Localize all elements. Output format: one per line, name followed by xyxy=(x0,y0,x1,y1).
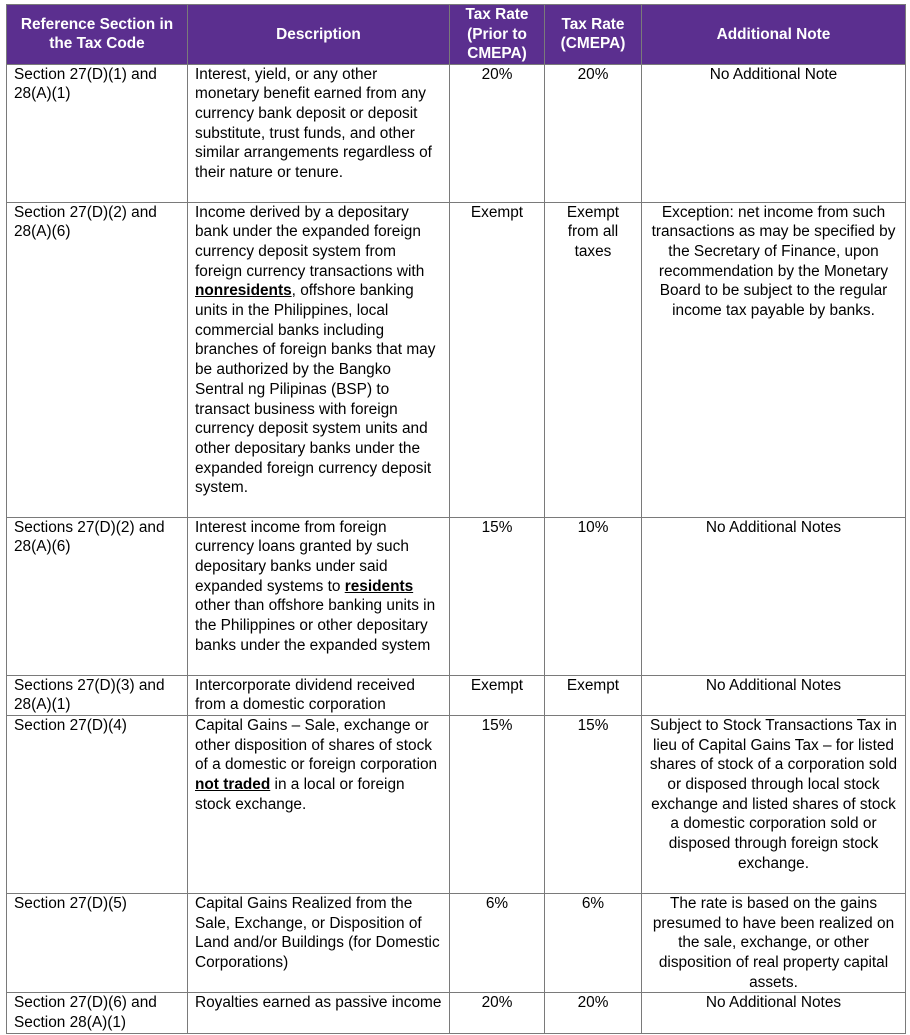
table-row xyxy=(7,64,906,202)
reference-cell: Sections 27(D)(2) and 28(A)(6) xyxy=(7,517,188,675)
cmepa-rate-cell: 20% xyxy=(545,993,642,1033)
prior-rate-cell: 15% xyxy=(450,715,545,893)
description-text: Capital Gains – Sale, exchange or other disposition of shares of stock of a domestic or foreign corporation xyxy=(195,716,438,774)
reference-cell: Section 27(D)(5) xyxy=(7,893,188,993)
table-row xyxy=(7,993,906,1033)
emphasized-term: not traded xyxy=(195,776,271,794)
cmepa-rate-cell: 6% xyxy=(545,893,642,993)
note-cell: Subject to Stock Transactions Tax in lieu of Capital Gains Tax – for listed shares of stock of a corporation sold or disposed through local stock exchange and listed shares of stock a domestic corporation sold or disposed through foreign stock exchange. xyxy=(642,715,906,893)
tax-rate-table xyxy=(6,4,906,1034)
cmepa-rate-cell: 20% xyxy=(545,64,642,202)
description-text: Royalties earned as passive income xyxy=(195,994,442,1012)
description-text: Income derived by a depositary bank under the expanded foreign currency deposit system from foreign currency transactions with xyxy=(195,203,425,280)
description-cell xyxy=(188,202,450,517)
cmepa-rate-cell: 15% xyxy=(545,715,642,893)
description-cell xyxy=(188,64,450,202)
header-description: Description xyxy=(188,5,450,65)
emphasized-term: nonresidents xyxy=(195,282,292,300)
table-row xyxy=(7,517,906,675)
emphasized-term: residents xyxy=(344,577,414,595)
header-tax-rate-prior: Tax Rate (Prior to CMEPA) xyxy=(450,5,545,65)
note-cell: No Additional Notes xyxy=(642,675,906,715)
table-row xyxy=(7,893,906,993)
prior-rate-cell: 15% xyxy=(450,517,545,675)
note-cell: No Additional Note xyxy=(642,64,906,202)
description-text: Interest income from foreign currency loans granted by such depositary banks under said expanded systems to xyxy=(195,518,409,595)
prior-rate-cell: 20% xyxy=(450,993,545,1033)
note-cell: The rate is based on the gains presumed to have been realized on the sale, exchange, or other disposition of real property capital assets. xyxy=(642,893,906,993)
description-cell xyxy=(188,517,450,675)
description-text: , offshore banking units in the Philippines, local commercial banks including branches of foreign banks that may be authorized by the Bangko Sentral ng Pilipinas (BSP) to transact business with foreign currency deposit system units and other depositary banks under the expanded foreign currency deposit system. xyxy=(195,282,436,497)
description-text: Interest, yield, or any other monetary benefit earned from any currency bank deposit or deposit substitute, trust funds, and other similar arrangements regardless of their nature or tenure. xyxy=(195,65,432,182)
description-cell xyxy=(188,715,450,893)
reference-cell: Section 27(D)(1) and 28(A)(1) xyxy=(7,64,188,202)
description-text: other than offshore banking units in the Philippines or other depositary banks under the expanded system xyxy=(195,597,436,654)
reference-cell: Section 27(D)(6) and Section 28(A)(1) xyxy=(7,993,188,1033)
description-cell xyxy=(188,993,450,1033)
table-row xyxy=(7,715,906,893)
table-header-row xyxy=(7,5,906,65)
cmepa-rate-cell: 10% xyxy=(545,517,642,675)
header-tax-rate-cmepa: Tax Rate (CMEPA) xyxy=(545,5,642,65)
note-cell: No Additional Notes xyxy=(642,517,906,675)
description-text: Capital Gains Realized from the Sale, Exchange, or Disposition of Land and/or Buildings (for Domestic Corporations) xyxy=(195,894,440,972)
note-cell: No Additional Notes xyxy=(642,993,906,1033)
table-row xyxy=(7,675,906,715)
prior-rate-cell: 6% xyxy=(450,893,545,993)
reference-cell: Section 27(D)(4) xyxy=(7,715,188,893)
reference-cell: Section 27(D)(2) and 28(A)(6) xyxy=(7,202,188,517)
table-row xyxy=(7,202,906,517)
note-cell: Exception: net income from such transactions as may be specified by the Secretary of Finance, upon recommendation by the Monetary Board to be subject to the regular income tax payable by banks. xyxy=(642,202,906,517)
header-additional-note: Additional Note xyxy=(642,5,906,65)
description-text: Intercorporate dividend received from a domestic corporation xyxy=(195,676,415,714)
cmepa-rate-cell: Exempt from all taxes xyxy=(545,202,642,517)
reference-cell: Sections 27(D)(3) and 28(A)(1) xyxy=(7,675,188,715)
description-cell xyxy=(188,675,450,715)
cmepa-rate-cell: Exempt xyxy=(545,675,642,715)
prior-rate-cell: Exempt xyxy=(450,675,545,715)
description-text: in a local or foreign stock exchange. xyxy=(195,776,405,813)
prior-rate-cell: 20% xyxy=(450,64,545,202)
header-reference-section: Reference Section in the Tax Code xyxy=(7,5,188,65)
prior-rate-cell: Exempt xyxy=(450,202,545,517)
description-cell xyxy=(188,893,450,993)
